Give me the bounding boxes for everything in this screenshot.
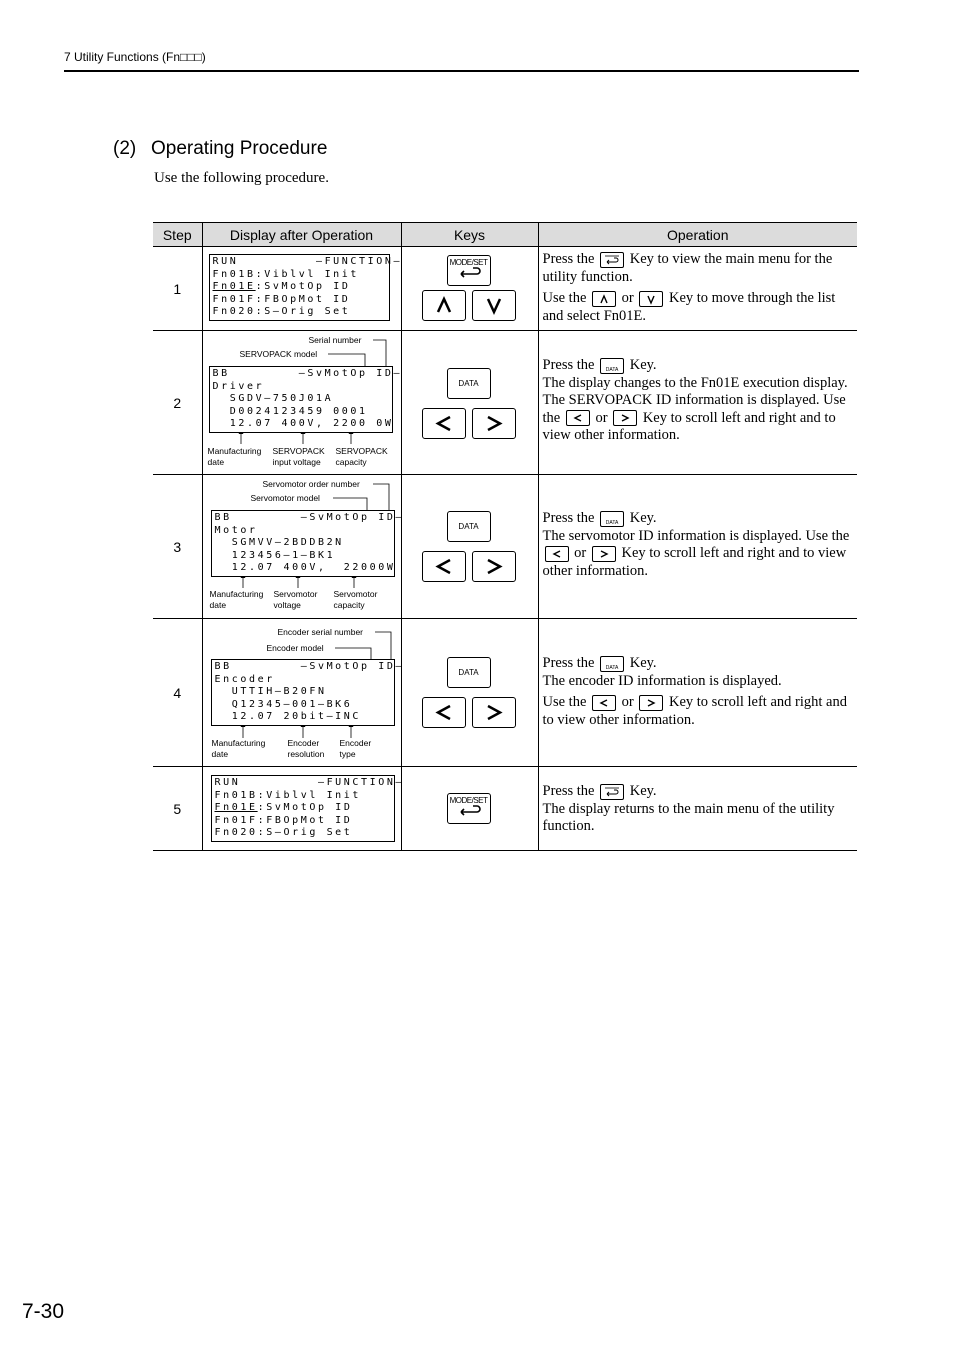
operation-text: Press the DATA Key. The servomotor ID information is displayed. Use the or Key to scroll left and right and to view other information.	[542, 510, 850, 579]
table-row	[153, 767, 857, 851]
lcd-display	[211, 775, 405, 842]
annotation-manufacturing-date: Manufacturing date	[211, 738, 266, 759]
lcd-display	[209, 254, 403, 321]
annotation-encoder-type: Encoder type	[339, 738, 372, 759]
left-arrow-icon	[423, 552, 465, 581]
step-number: 4	[153, 619, 202, 767]
lcd-line: Fn01F:FBOpMot ID	[212, 293, 351, 305]
keys-cell	[401, 619, 538, 767]
lcd-selected-code: Fn01E	[214, 802, 258, 814]
return-arrow-icon	[448, 794, 490, 823]
keys-cell	[401, 475, 538, 619]
lcd-display	[211, 510, 405, 577]
table-header-row	[153, 223, 857, 247]
display-cell	[202, 247, 401, 331]
annotation-capacity: SERVOPACK capacity	[335, 446, 388, 467]
lcd-line: Motor	[214, 524, 258, 536]
lcd-line-selected: Fn01E:SvMotOp ID	[212, 281, 351, 293]
lcd-line: Q12345–001–BK6	[214, 698, 353, 710]
key-label: MODE/SET	[449, 796, 488, 805]
lcd-selected-code: Fn01E	[212, 281, 256, 293]
down-key[interactable]	[472, 290, 516, 321]
keys-cell	[401, 247, 538, 331]
down-key-inline-icon	[639, 291, 663, 307]
lcd-line: 123456–1–BK1	[214, 549, 336, 561]
lcd-line: Driver	[212, 380, 265, 392]
left-arrow-icon	[423, 409, 465, 438]
lcd-line: Fn01F:FBOpMot ID	[214, 814, 353, 826]
right-key[interactable]	[472, 551, 516, 582]
annotation-serial-number: Serial number	[308, 335, 362, 345]
annotation-servomotor-model: Servomotor model	[250, 493, 320, 503]
operation-cell	[538, 767, 857, 851]
right-arrow-icon	[473, 409, 515, 438]
table-row	[153, 247, 857, 331]
col-header-keys: Keys	[401, 223, 538, 247]
data-key-inline-icon: DATA	[600, 358, 624, 374]
header-rule	[64, 70, 859, 72]
annotation-encoder-model: Encoder model	[266, 643, 324, 653]
step-number: 1	[153, 247, 202, 331]
step-number: 3	[153, 475, 202, 619]
section-title: (2) Operating Procedure	[113, 138, 328, 159]
step-number: 2	[153, 331, 202, 475]
operation-text: Press the DATA Key. The display changes to the Fn01E execution display. The SERVOPACK ID information is displayed. Use the or Key to scroll left and right and to view other information.	[542, 357, 848, 443]
data-key[interactable]: DATA	[447, 511, 491, 542]
mode-set-key[interactable]	[447, 255, 491, 286]
table-row	[153, 475, 857, 619]
col-header-operation: Operation	[538, 223, 857, 247]
left-key-inline-icon	[566, 410, 590, 426]
annotation-servopack-model: SERVOPACK model	[239, 349, 318, 359]
lcd-line: BB –SvMotOp ID–	[214, 512, 405, 523]
right-arrow-icon	[473, 698, 515, 727]
operation-text: Press the Key to view the main menu for the utility function. Use the or Key to move through the list and select Fn01E.	[542, 251, 836, 324]
left-key[interactable]	[422, 551, 466, 582]
lcd-line: RUN –FUNCTION–	[214, 777, 405, 788]
data-key-inline-icon: DATA	[600, 511, 624, 527]
mode-set-key-inline-icon	[600, 252, 624, 268]
right-key[interactable]	[472, 408, 516, 439]
key-label: MODE/SET	[449, 258, 488, 267]
up-key-inline-icon	[592, 291, 616, 307]
lcd-display	[209, 366, 403, 433]
page-number: 7-30	[22, 1300, 65, 1323]
display-cell	[202, 331, 401, 475]
lcd-line: Fn020:S–Orig Set	[214, 827, 353, 839]
display-cell	[202, 475, 405, 619]
mode-set-key[interactable]	[447, 793, 491, 824]
lcd-line: Encoder	[214, 673, 275, 685]
display-cell	[202, 767, 405, 851]
right-key-inline-icon	[613, 410, 637, 426]
annotation-encoder-serial-number: Encoder serial number	[277, 627, 364, 637]
data-key-inline-icon: DATA	[600, 656, 624, 672]
right-key-inline-icon	[592, 546, 616, 562]
lcd-line: SGMVV–2BDDB2N	[214, 537, 344, 549]
right-key[interactable]	[472, 697, 516, 728]
operation-text: Press the DATA Key. The encoder ID information is displayed. Use the or Key to scroll left and right and to view other information.	[542, 655, 847, 728]
annotation-voltage: Servomotor voltage	[273, 589, 318, 610]
step-number: 5	[153, 767, 202, 851]
annotation-manufacturing-date: Manufacturing date	[207, 446, 262, 467]
mode-set-key-inline-icon	[600, 784, 624, 800]
lcd-line: UTTIH–B20FN	[214, 686, 327, 698]
running-header: 7 Utility Functions (Fn□□□)	[64, 50, 206, 64]
left-key[interactable]	[422, 697, 466, 728]
annotation-manufacturing-date: Manufacturing date	[209, 589, 264, 610]
operation-text: Press the Key. The display returns to the main menu of the utility function.	[542, 783, 835, 834]
lcd-line: Fn01B:Viblvl Init	[212, 268, 360, 280]
lcd-line: Fn01B:Viblvl Init	[214, 789, 362, 801]
return-arrow-icon	[448, 256, 490, 285]
lcd-line: Fn020:S–Orig Set	[212, 306, 351, 318]
annotation-servomotor-order-number: Servomotor order number	[262, 479, 360, 489]
lcd-line: SGDV–750J01A	[212, 393, 334, 405]
left-key-inline-icon	[592, 695, 616, 711]
right-key-inline-icon	[639, 695, 663, 711]
right-arrow-icon	[473, 552, 515, 581]
table-row	[153, 331, 857, 475]
up-key[interactable]	[422, 290, 466, 321]
lcd-line: D0024123459 0001	[212, 405, 368, 417]
section-intro: Use the following procedure.	[154, 170, 329, 186]
lcd-line: 12.07 20bit–INC	[214, 711, 362, 723]
lcd-line: RUN –FUNCTION–	[212, 256, 403, 267]
left-key-inline-icon	[545, 546, 569, 562]
lcd-line: 12.07 400V, 2200 0W	[212, 418, 394, 430]
col-header-step: Step	[153, 223, 202, 247]
lcd-display	[211, 659, 405, 726]
annotation-input-voltage: SERVOPACK input voltage	[272, 446, 325, 467]
operation-cell	[538, 475, 857, 619]
operation-cell	[538, 331, 857, 475]
annotation-capacity: Servomotor capacity	[333, 589, 378, 610]
keys-cell	[401, 331, 538, 475]
down-arrow-icon	[473, 291, 515, 320]
lcd-line-selected: Fn01E:SvMotOp ID	[214, 802, 353, 814]
data-key[interactable]: DATA	[447, 368, 491, 399]
data-key[interactable]: DATA	[447, 657, 491, 688]
table-row	[153, 619, 857, 767]
left-arrow-icon	[423, 698, 465, 727]
display-cell	[202, 619, 405, 767]
keys-cell	[401, 767, 538, 851]
operation-cell	[538, 247, 857, 331]
lcd-line: BB –SvMotOp ID–	[212, 368, 403, 379]
up-arrow-icon	[423, 291, 465, 320]
operation-cell	[538, 619, 857, 767]
col-header-display: Display after Operation	[202, 223, 401, 247]
lcd-line: 12.07 400V, 22000W	[214, 562, 396, 574]
procedure-table	[153, 222, 857, 851]
lcd-line: BB –SvMotOp ID–	[214, 661, 405, 672]
annotation-encoder-resolution: Encoder resolution	[287, 738, 325, 759]
left-key[interactable]	[422, 408, 466, 439]
